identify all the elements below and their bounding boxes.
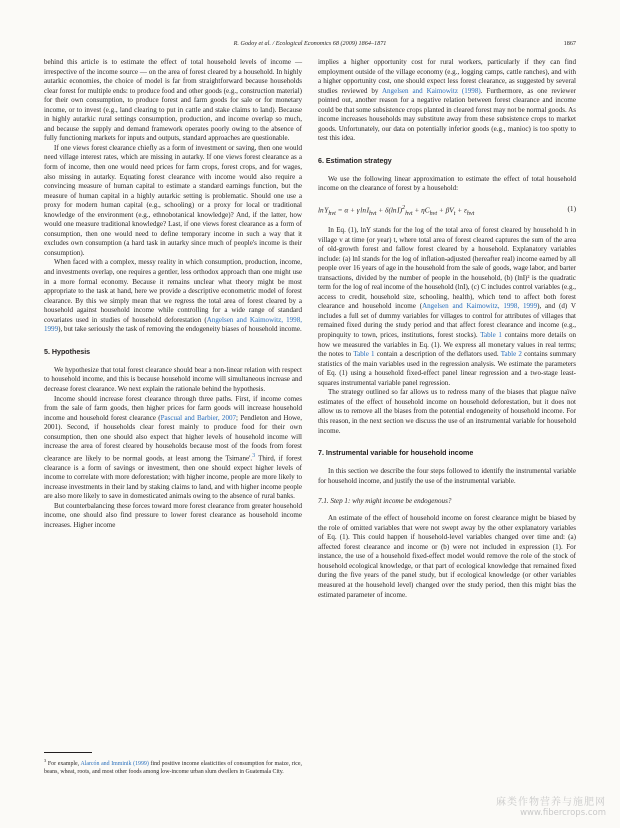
citation-link-angelsen-2[interactable]: Angelsen and Kaimowitz (1998) <box>381 86 481 95</box>
paragraph-hypothesis-1: We hypothesize that total forest clearance should bear a non-linear relation with respect to household income, and this is because household income will simultaneous increase and decrease forest clearance. We next explain the rationale behind the hypothesis. <box>44 365 302 393</box>
footnote-number: 3 <box>44 758 47 763</box>
paragraph-estimation-intro: We use the following linear approximation to estimate the effect of total household income on the clearance of forest by a household: <box>318 174 576 193</box>
running-head <box>44 40 576 52</box>
section-title-instrumental-variable: 7. Instrumental variable for household income <box>318 449 474 458</box>
citation-link-angelsen-1[interactable]: Angelsen and Kaimowitz, 1998, 1999 <box>44 315 302 334</box>
footnote-rule <box>44 752 92 753</box>
equation-number: (1) <box>567 204 576 214</box>
watermark <box>496 793 606 818</box>
paragraph-endogeneity: An estimate of the effect of household income on forest clearance might be biased by the role of omitted variables that were not swept away by the other explanatory variables of Eq. (1). This could happen if household-level variables changed over time and: (a) affected forest clearance and income or (b) were not included in expression (1). For instance, the use of a household fixed-effect model would remove the role of the stock of household ecological knowledge, or that part of ecological knowledge that remained fixed during the five years of the panel study, but if ecological knowledge (or other variables measured at the household level) changed over the study period, then this might bias the estimated parameter of income. <box>318 514 576 599</box>
section-title-estimation-strategy: 6. Estimation strategy <box>318 156 392 165</box>
paragraph-iv-intro: In this section we describe the four steps followed to identify the instrumental variable for household income, and justify the use of the instrumental variable. <box>318 467 576 485</box>
paragraph-descriptive-model: When faced with a complex, messy reality in which consumption, production, income, and investments overlap, one requires a gentler, less orthodox approach than one might use in a more formal economy. Because it remains unclear what theory might be most appropriate to the task at hand, here we provide a descriptive econometric model of forest clearance. By this we simply mean that we regress the total area of forest cleared by a household against household income while controlling for a wide range of standard covariates used in studies of household deforestation (Angelsen and Kaimowitz, 1998, 1999), but take seriously the task of removing the endogeneity biases of household income. <box>44 258 302 334</box>
footnote-text: $^3$ For example, Alarcón and Imminik (1999) find positive income elasticities of consumption for maize, rice, beans, wheat, roots, and most other foods among low-income urban slum dwellers in Guatemala City. <box>44 758 302 775</box>
left-column <box>44 58 302 531</box>
section-title-hypothesis: 5. Hypothesis <box>44 347 91 356</box>
paragraph-hypothesis-3: But counterbalancing these forces toward more forest clearance from greater household income, one should also find pressure to lower forest clearance as household income increases. Higher income <box>44 501 302 529</box>
right-column <box>318 58 576 600</box>
running-title: R. Godoy et al. / Ecological Economics 68 (2009) 1864–1871 <box>233 40 387 47</box>
footnote-ref-3[interactable]: 3 <box>252 452 256 459</box>
paragraph-forest-clearance-views: If one views forest clearance chiefly as a form of investment or saving, then one would need village interest rates, which are missing in autarky. If one views forest clearance as a form of income, then one would need prices for farm crops, forest crops, and for wages, also missing in autarky. Equating forest clearance with income would also require a convincing measure of human capital to estimate a standard earnings function, but the measure of human capital in a highly autarkic setting is problematic. Should one use a proxy for modern human capital (e.g., schooling) or a proxy for local or traditional knowledge of the environment (e.g., ethnobotanical knowledge)? And, if the latter, how would one measure traditional knowledge? Last, if one views forest clearance as a form of consumption, then one would need to define temporary income in such a way that it excludes own consumption (a hard task in autarky since much of people's income is their consumption). <box>44 143 302 257</box>
paragraph-strategy-biases: The strategy outlined so far allows us to redress many of the biases that plague naïve estimates of the effect of household income on household deforestation, but it does not allow us to remove all the biases from the potential endogeneity of household income. For this reason, in the next section we discuss the use of an instrumental variable for household income. <box>318 388 576 435</box>
footnote <box>44 752 302 776</box>
paragraph-equation-explanation: In Eq. (1), lnY stands for the log of the total area of forest cleared by household h in village v at time (or year) t, where total area of forest cleared captures the sum of the area of old-growth forest and fallow forest cleared by a household. Explanatory variables include: (a) lnI stands for the log of inflation-adjusted (hereafter real) income earned by all people over 16 years of age in the household from the sale of goods, wage labor, and barter transactions, divided by the number of people in the household, (b) (lnI)² is the quadratic term for the log of real income of the household (lnI), (c) C includes control variables (e.g., access to credit, household size, schooling, health), which tend to affect both forest clearance and household income (Angelsen and Kaimowitz, 1998, 1999), and (d) V includes a full set of dummy variables for villages to control for attributes of villages that remained fixed during the study period and that affect forest clearance and income (e.g., propinquity to town, prices, institutions, forest stocks). Table 1 contains more details on how we measured the variables in Eq. (1). We express all monetary values in real terms; the notes to Table 1 contain a description of the deflators used. Table 2 contains summary statistics of the main variables used in the regression analysis. We estimate the parameters of Eq. (1) using a household fixed-effect panel linear regression and a two-stage least-squares instrumental variable panel regression. <box>318 226 576 387</box>
watermark-chinese: 麻类作物营养与施肥网 <box>496 797 606 808</box>
table-1-link-a[interactable]: Table 1 <box>480 331 502 340</box>
paragraph-opportunity-cost: implies a higher opportunity cost for rural workers, particularly if they can find employment outside of the village economy (e.g., logging camps, cattle ranches), and with a higher opportunity cost, one should expect less forest clearance, as suggested by several studies reviewed by Angelsen and Kaimowitz (1998). Furthermore, as one reviewer pointed out, another reason for a negative relation between forest clearance and income could be that some subsistence crops planted in cleared forest may not be normal goods. As income increases households may substitute away from these subsistence crops to market goods. Unfortunately, our data on potentially inferior goods (e.g., manioc) is too spotty to test this idea. <box>318 58 576 143</box>
equation-formula: ln $Y_{hvt} = \alpha + \gamma$ ln $I_{hvt} + \delta(\ln$ $I)^2_{hvt} + \eta C_{hvt} + \beta V_t + \varepsilon_{hvt}$ <box>318 205 475 217</box>
paragraph-intro-continued: behind this article is to estimate the effect of total household levels of income — irrespective of the income source — on the area of forest cleared by a household. In highly autarkic economies, the choice of model is far from straightforward because households clear forest for multiple ends: to produce food and other goods (e.g., construction material) for their own consumption, to produce forest and farm goods for sale or for monetary income, or to invest (e.g., land clearing to put in cattle and stake claims to land). Because in highly autarkic rural settings consumption, production, and income overlap so much, and because the supply and demand framework operates poorly owing to the absence of fully functioning markets for inputs and outputs, standard approaches are questionable. <box>44 58 302 143</box>
citation-link-pascual[interactable]: Pascual and Barbier, 2007 <box>160 413 237 422</box>
citation-link-angelsen-3[interactable]: Angelsen and Kaimowitz, 1998, 1999 <box>422 302 538 311</box>
subsection-title-step-1: 7.1. Step 1: why might income be endogenous? <box>318 497 452 506</box>
table-2-link[interactable]: Table 2 <box>500 350 522 359</box>
page-number: 1867 <box>563 40 576 47</box>
paragraph-hypothesis-2: Income should increase forest clearance through three paths. First, if income comes from the sale of farm goods, then higher prices for farm goods will increase household income and household forest clearance (Pascual and Barbier, 2007; Pendleton and Howe, 2001). Second, if households clear forest mainly to produce food for their own consumption, then one should also expect that higher levels of household income will increase the area of forest cleared by households because most of the foods from forest clearance are likely to be normal goods, at least among the Tsimane'.$^3$ Third, if forest clearance is a form of savings or investment, then one should expect higher levels of income to correlate with more deforestation; with higher income, people are more likely to increase investments in their land by staking claims to land, and with higher income people are also more likely to save in domesticated animals owing to the absence of rural banks. <box>44 394 302 501</box>
watermark-url: www.fibercrops.com <box>520 808 606 818</box>
citation-link-alarcon[interactable]: Alarcón and Imminik (1999) <box>80 760 149 767</box>
table-1-link-b[interactable]: Table 1 <box>353 350 375 359</box>
equation-1 <box>318 200 576 220</box>
